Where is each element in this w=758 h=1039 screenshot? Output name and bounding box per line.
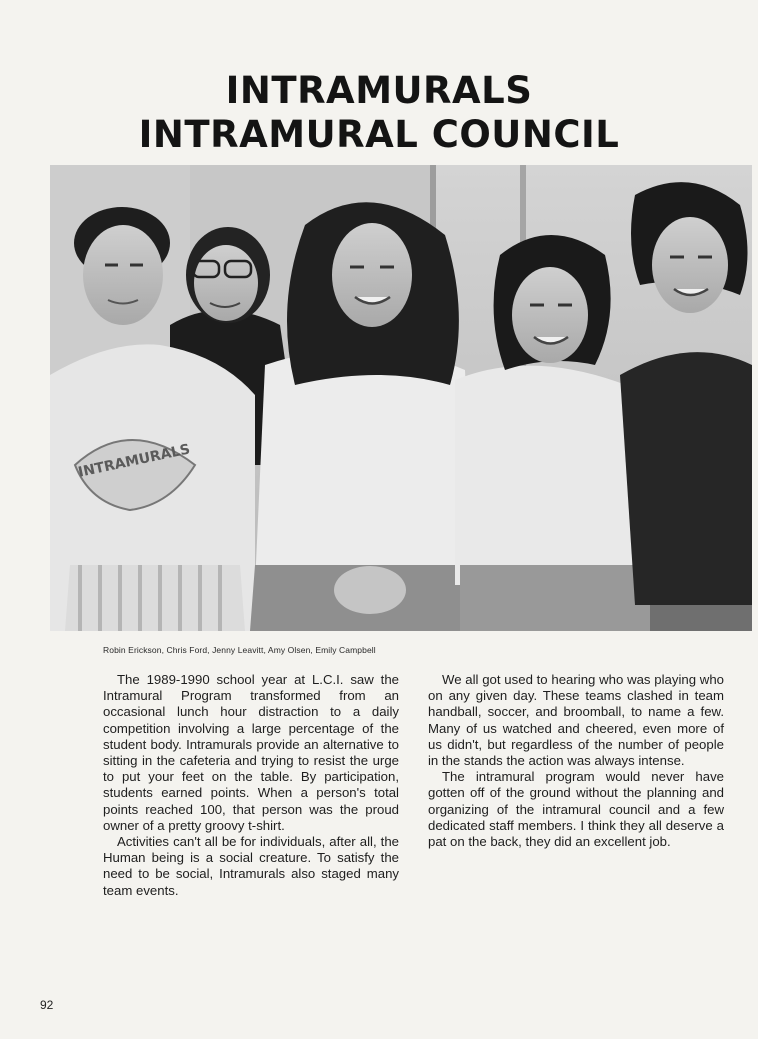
person-5 <box>620 182 752 605</box>
page-number: 92 <box>40 998 54 1012</box>
page-title-line-2: INTRAMURAL COUNCIL <box>138 113 620 156</box>
page-title-line-1: INTRAMURALS <box>225 69 533 112</box>
article-column-right <box>428 672 724 850</box>
group-photo-illustration <box>50 165 752 631</box>
article-paragraph: Activities can't all be for individuals, after all, the Human being is a social creature. To satisfy the need to be social, Intramurals also staged many team events. <box>103 834 399 898</box>
shirt-print-text: INTRAMURALS <box>76 441 192 481</box>
article-column-left <box>103 672 399 899</box>
article-paragraph: The intramural program would never have gotten off of the ground without the planning and organizing of the intramural council and a few dedicated staff members. I think they all deserve a pat on the back, they did an excellent job. <box>428 769 724 850</box>
article-paragraph: The 1989-1990 school year at L.C.I. saw the Intramural Program transformed from an occasional lunch hour distraction to a daily competition involving a large percentage of the student body. Intramurals provide an alternative to sitting in the cafeteria and trying to resist the urge to put your feet on the table. By participation, students earned points. When a person's total points reached 100, that person was the proud owner of a pretty groovy t-shirt. <box>103 672 399 833</box>
photo-caption: Robin Erickson, Chris Ford, Jenny Leavitt, Amy Olsen, Emily Campbell <box>103 645 376 655</box>
article-paragraph: We all got used to hearing who was playing who on any given day. These teams clashed in team handball, soccer, and broomball, to name a few. Many of us watched and cheered, even more of us didn't, but regardless of the number of people in the stands the action was always intense. <box>428 672 724 769</box>
group-photo <box>50 165 752 631</box>
